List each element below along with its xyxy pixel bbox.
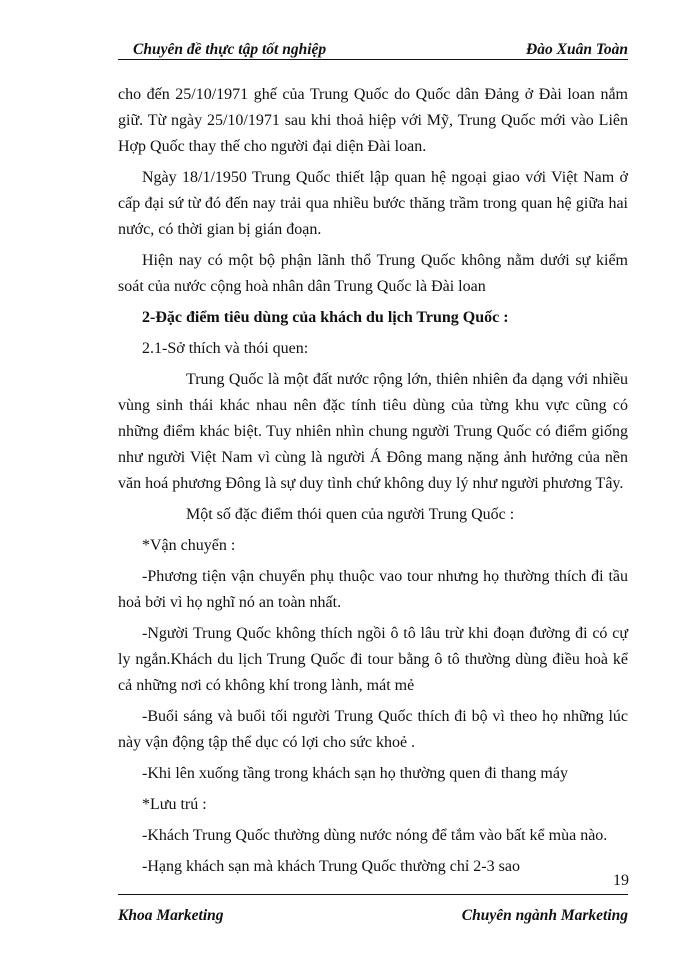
paragraph-consumption: Trung Quốc là một đất nước rộng lớn, thiên nhiên đa dạng với nhiều vùng sinh thái khác nhau nên đặc tính tiêu dùng của từng khu vực cũng có những điểm khác biệt. Tuy nhiên nhìn chung người Trung Quốc có điểm giống như người Việt Nam vì cùng là người Á Đông mang nặng ảnh hưởng của nền văn hoá phương Đông là sự duy tình chứ không duy lý như người phương Tây.: [118, 371, 628, 492]
header-right: Đào Xuân Toàn: [526, 41, 628, 58]
list-item: -Hạng khách sạn mà khách Trung Quốc thường chỉ 2-3 sao: [142, 858, 520, 875]
page-body: [118, 82, 628, 880]
footer-left: Khoa Marketing: [118, 907, 224, 924]
header-rule: [118, 59, 628, 60]
list-item: -Người Trung Quốc không thích ngồi ô tô lâu trừ khi đoạn đường đi có cự ly ngắn.Khách du lịch Trung Quốc đi tour bằng ô tô thường dùng điều hoà kể cả những nơi có không khí trong lành, mát mẻ: [118, 625, 628, 694]
list-heading-accommodation: *Lưu trú :: [142, 796, 207, 813]
list-item: -Khi lên xuống tầng trong khách sạn họ thường quen đi thang máy: [142, 765, 568, 782]
list-item: -Khách Trung Quốc thường dùng nước nóng để tắm vào bất kể mùa nào.: [142, 827, 608, 844]
section-heading: 2-Đặc điểm tiêu dùng của khách du lịch Trung Quốc :: [142, 309, 509, 326]
paragraph-continued: cho đến 25/10/1971 ghế của Trung Quốc do Quốc dân Đảng ở Đài loan nắm giữ. Từ ngày 25/10/1971 sau khi thoả hiệp với Mỹ, Trung Quốc mới vào Liên Hợp Quốc thay thế cho người đại diện Đài loan.: [118, 86, 628, 155]
paragraph-diplomatic-relations: Ngày 18/1/1950 Trung Quốc thiết lập quan hệ ngoại giao với Việt Nam ở cấp đại sứ từ đó đến nay trải qua nhiều bước thăng trầm trong quan hệ giữa hai nước, có thời gian bị gián đoạn.: [118, 169, 628, 238]
footer-right: Chuyên ngành Marketing: [461, 907, 628, 924]
footer-rule: [118, 894, 628, 895]
header-left: Chuyên đề thực tập tốt nghiệp: [133, 41, 327, 58]
paragraph-taiwan: Hiện nay có một bộ phận lãnh thổ Trung Quốc không nằm dưới sự kiểm soát của nước cộng hoà nhân dân Trung Quốc là Đài loan: [118, 252, 628, 295]
page-number: 19: [613, 872, 629, 889]
paragraph-habits-intro: Một số đặc điểm thói quen của người Trung Quốc :: [186, 506, 515, 523]
list-heading-transport: *Vận chuyển :: [142, 537, 236, 554]
list-item: -Buổi sáng và buổi tối người Trung Quốc thích đi bộ vì theo họ những lúc này vận động tập thể dục có lợi cho sức khoẻ .: [118, 708, 628, 751]
list-item: -Phương tiện vận chuyển phụ thuộc vao tour nhưng họ thường thích đi tầu hoả bởi vì họ nghĩ nó an toàn nhất.: [118, 568, 628, 611]
subsection-heading: 2.1-Sở thích và thói quen:: [142, 340, 309, 357]
